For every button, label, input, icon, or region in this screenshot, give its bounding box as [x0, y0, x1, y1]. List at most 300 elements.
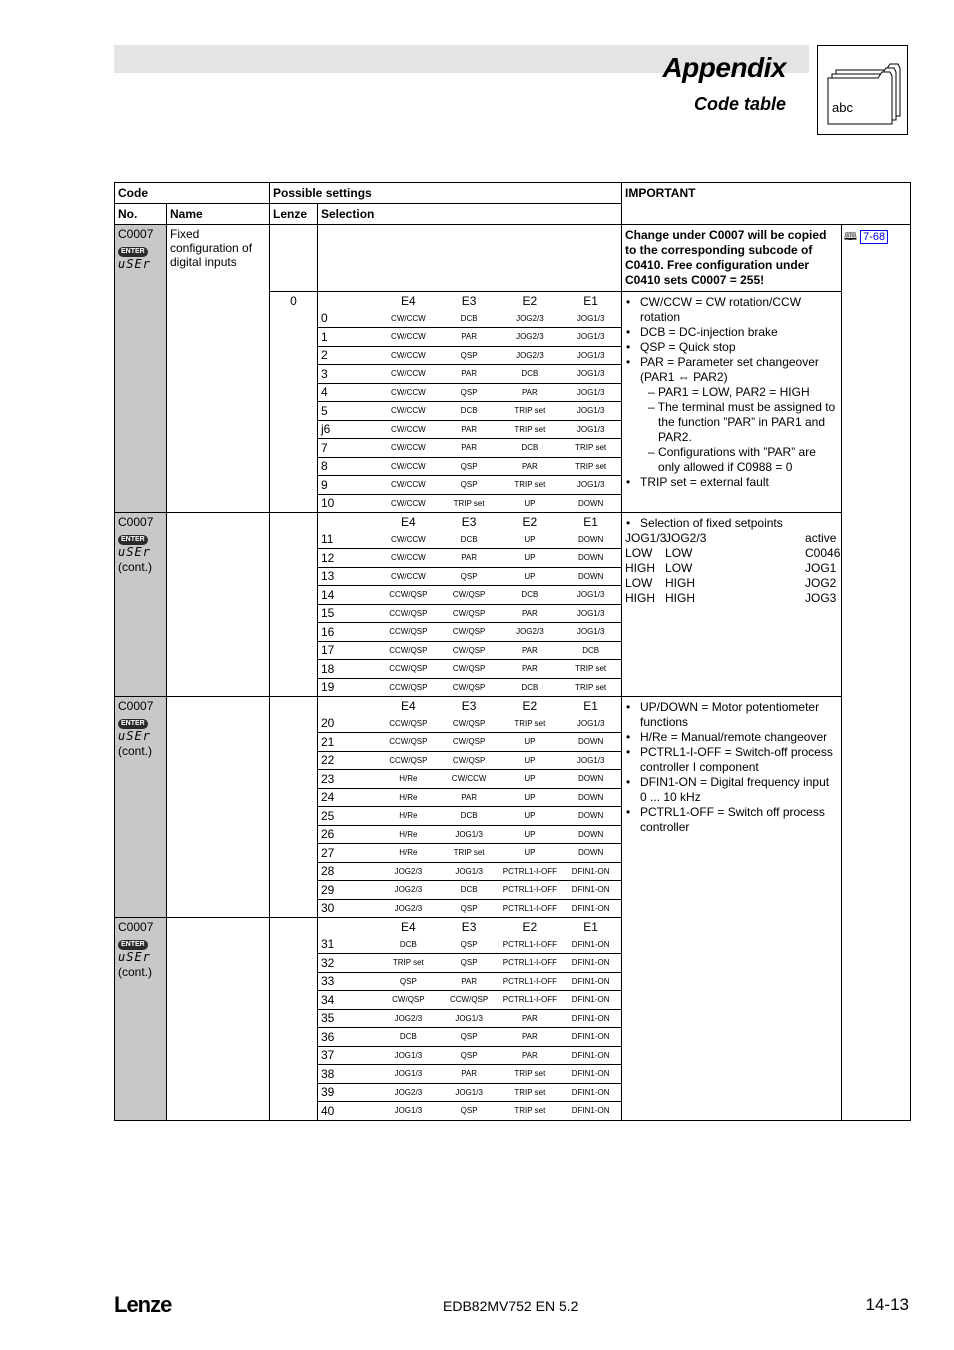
- terminal-function: JOG1/3: [439, 825, 500, 844]
- terminal-function: UP: [524, 498, 536, 508]
- terminal-function: DCB: [500, 439, 561, 458]
- terminal-function: PCTRL1-I-OFF: [502, 903, 557, 913]
- selection-row: [318, 751, 621, 770]
- note-item: • PCTRL1-OFF = Switch off process controller: [640, 805, 838, 835]
- terminal-function: QSP: [378, 972, 439, 991]
- selection-row: [318, 1083, 621, 1102]
- terminal-function: JOG1/3: [560, 310, 621, 328]
- terminal-function: JOG2/3: [394, 903, 423, 913]
- header-lenze: Lenze: [270, 204, 318, 225]
- terminal-function: CCW/QSP: [378, 733, 439, 752]
- col-e2: E2: [522, 698, 538, 713]
- terminal-function: JOG1/3: [560, 623, 621, 642]
- terminal-function: DFIN1-ON: [560, 1046, 621, 1065]
- terminal-function: DCB: [439, 881, 500, 900]
- terminal-function: H/Re: [378, 844, 439, 863]
- name-empty: [167, 697, 270, 918]
- reference-cell: [842, 225, 911, 1121]
- selection-row: [318, 1102, 621, 1120]
- terminal-function: PCTRL1-I-OFF: [500, 862, 561, 881]
- terminal-function: UP: [500, 770, 561, 789]
- note-item: • PCTRL1-I-OFF = Switch-off process controller I component: [640, 745, 838, 775]
- selection-table: [318, 918, 621, 1120]
- selection-row: [318, 991, 621, 1010]
- selection-row: [318, 346, 621, 365]
- page-number: 14-13: [865, 1295, 909, 1314]
- header-code: Code: [115, 183, 270, 204]
- user-menu-icon: uSEr: [118, 729, 151, 743]
- selection-number: 0: [318, 310, 378, 328]
- terminal-function: CW/QSP: [439, 715, 500, 733]
- terminal-function: CCW/QSP: [378, 641, 439, 660]
- selection-cell: [318, 697, 622, 918]
- folder-icon: [818, 46, 907, 134]
- terminal-function: CW/CCW: [378, 531, 439, 549]
- selection-number: 40: [321, 1103, 335, 1118]
- terminal-function: JOG1/3: [439, 1009, 500, 1028]
- selection-number: 33: [318, 972, 378, 991]
- terminal-function: JOG2/3: [378, 881, 439, 900]
- terminal-function: CW/CCW: [378, 476, 439, 495]
- terminal-function: DCB: [439, 807, 500, 826]
- terminal-function: DOWN: [560, 733, 621, 752]
- selection-number: 23: [318, 770, 378, 789]
- terminal-function: JOG2/3: [378, 862, 439, 881]
- setpoint-cell: JOG2: [805, 576, 837, 590]
- selection-row: [318, 420, 621, 439]
- selection-number: 29: [318, 881, 378, 900]
- terminal-function: TRIP set: [500, 420, 561, 439]
- selection-number: 17: [318, 641, 378, 660]
- terminal-function: PAR: [500, 641, 561, 660]
- terminal-function: CW/CCW: [378, 439, 439, 458]
- terminal-function: CCW/QSP: [389, 682, 428, 692]
- selection-table: [318, 292, 621, 512]
- terminal-function: DCB: [500, 586, 561, 605]
- terminal-function: DOWN: [560, 549, 621, 568]
- selection-row: [318, 881, 621, 900]
- selection-cell: [318, 513, 622, 697]
- terminal-function: UP: [500, 807, 561, 826]
- lenze-logo: Lenze: [114, 1292, 172, 1317]
- terminal-function: DFIN1-ON: [560, 954, 621, 973]
- selection-row: [318, 623, 621, 642]
- lenze-empty: [270, 225, 318, 292]
- col-e2: E2: [522, 514, 538, 529]
- terminal-function: JOG2/3: [500, 623, 561, 642]
- terminal-function: JOG1/3: [560, 402, 621, 421]
- selection-row: [318, 660, 621, 679]
- col-e3: E3: [461, 698, 477, 713]
- terminal-function: CW/CCW: [378, 346, 439, 365]
- code-number: C0007: [118, 920, 154, 934]
- name-empty: [167, 513, 270, 697]
- terminal-function: JOG1/3: [560, 346, 621, 365]
- important-note: Change under C0007 will be copied to the corresponding subcode of C0410. Free configuration under C0410 sets C0007 = 255!: [622, 225, 842, 292]
- setpoint-cell: [713, 531, 805, 546]
- terminal-function: CW/QSP: [439, 604, 500, 623]
- header-name: Name: [167, 204, 270, 225]
- terminal-function: TRIP set: [439, 844, 500, 863]
- notes-block-2: [622, 513, 842, 697]
- enter-key-icon: ENTER: [118, 247, 148, 257]
- selection-number: 36: [318, 1028, 378, 1047]
- note-subitem: – The terminal must be assigned to the function ”PAR” in PAR1 and PAR2.: [648, 400, 836, 444]
- selection-row: [318, 567, 621, 586]
- col-e1: E1: [583, 919, 598, 934]
- terminal-function: QSP: [439, 1046, 500, 1065]
- terminal-function: H/Re: [378, 825, 439, 844]
- selection-number: 28: [318, 862, 378, 881]
- terminal-function: JOG1/3: [439, 862, 500, 881]
- terminal-function: QSP: [439, 1028, 500, 1047]
- terminal-function: TRIP set: [560, 439, 621, 458]
- terminal-function: JOG1/3: [560, 420, 621, 439]
- terminal-function: DFIN1-ON: [560, 862, 621, 881]
- terminal-function: DFIN1-ON: [560, 881, 621, 900]
- selection-row: [318, 604, 621, 623]
- selection-number: 2: [318, 346, 378, 365]
- terminal-function: PAR: [500, 660, 561, 679]
- terminal-function: DCB: [378, 936, 439, 954]
- terminal-function: DOWN: [560, 825, 621, 844]
- terminal-function: PAR: [439, 788, 500, 807]
- code-table: [114, 182, 911, 1121]
- terminal-function: PAR: [500, 1028, 561, 1047]
- terminal-function: DFIN1-ON: [560, 1028, 621, 1047]
- terminal-function: DOWN: [560, 531, 621, 549]
- terminal-function: DFIN1-ON: [560, 1083, 621, 1102]
- terminal-function: TRIP set: [500, 402, 561, 421]
- selection-row: [318, 1046, 621, 1065]
- note-item: • TRIP set = external fault: [640, 475, 838, 490]
- terminal-function: CW/CCW: [378, 420, 439, 439]
- selection-number: 9: [318, 476, 378, 495]
- selection-number: j6: [318, 420, 378, 439]
- terminal-function: CW/CCW: [391, 498, 426, 508]
- terminal-function: H/Re: [378, 788, 439, 807]
- terminal-function: UP: [500, 567, 561, 586]
- setpoint-cell: HIGH: [665, 576, 696, 590]
- header-important: IMPORTANT: [622, 183, 911, 225]
- header-selection: Selection: [318, 204, 622, 225]
- selection-row: [318, 1028, 621, 1047]
- terminal-function: JOG1/3: [378, 1065, 439, 1084]
- terminal-function: DFIN1-ON: [560, 1009, 621, 1028]
- terminal-function: DOWN: [560, 844, 621, 863]
- terminal-function: UP: [500, 844, 561, 863]
- terminal-function: QSP: [439, 457, 500, 476]
- terminal-function: QSP: [460, 1106, 478, 1116]
- col-e3: E3: [461, 919, 477, 934]
- selection-number: 26: [318, 825, 378, 844]
- terminal-function: JOG1/3: [560, 328, 621, 347]
- setpoint-cell: [713, 591, 805, 606]
- terminal-function: PAR: [500, 1009, 561, 1028]
- terminal-function: QSP: [439, 567, 500, 586]
- terminal-function: PCTRL1-I-OFF: [500, 972, 561, 991]
- col-e2: E2: [522, 919, 538, 934]
- notes-block-3: [622, 697, 842, 1121]
- terminal-function: CW/QSP: [439, 641, 500, 660]
- selection-row: [318, 457, 621, 476]
- terminal-function: CW/CCW: [378, 383, 439, 402]
- terminal-function: PAR: [439, 549, 500, 568]
- selection-row: [318, 972, 621, 991]
- terminal-function: TRIP set: [378, 954, 439, 973]
- terminal-function: JOG1/3: [560, 586, 621, 605]
- selection-number: 22: [318, 751, 378, 770]
- terminal-function: JOG1/3: [560, 383, 621, 402]
- terminal-function: H/Re: [378, 770, 439, 789]
- selection-number: 3: [318, 365, 378, 384]
- note-item: • Selection of fixed setpoints: [640, 516, 838, 531]
- terminal-function: PCTRL1-I-OFF: [500, 936, 561, 954]
- terminal-function: DCB: [560, 641, 621, 660]
- terminal-function: DCB: [439, 310, 500, 328]
- selection-row: [318, 641, 621, 660]
- terminal-function: JOG1/3: [560, 751, 621, 770]
- setpoint-cell: active: [805, 531, 837, 545]
- terminal-function: CCW/QSP: [439, 991, 500, 1010]
- terminal-function: TRIP set: [560, 457, 621, 476]
- note-subitem: – PAR1 = LOW, PAR2 = HIGH: [648, 385, 810, 399]
- setpoint-cell: JOG3: [805, 591, 837, 605]
- selection-number: 34: [318, 991, 378, 1010]
- code-number: C0007: [118, 515, 154, 529]
- terminal-function: JOG1/3: [439, 1083, 500, 1102]
- selection-number: 20: [318, 715, 378, 733]
- terminal-function: QSP: [439, 476, 500, 495]
- terminal-function: JOG1/3: [560, 476, 621, 495]
- terminal-function: PAR: [439, 420, 500, 439]
- selection-number: 11: [318, 531, 378, 549]
- lenze-default: 0: [270, 292, 318, 513]
- terminal-function: JOG1/3: [560, 715, 621, 733]
- terminal-function: PCTRL1-I-OFF: [500, 991, 561, 1010]
- col-e2: E2: [522, 293, 538, 308]
- terminal-function: PAR: [439, 365, 500, 384]
- selection-row: [318, 770, 621, 789]
- terminal-function: JOG2/3: [378, 1009, 439, 1028]
- terminal-function: CW/CCW: [378, 310, 439, 328]
- user-menu-icon: uSEr: [118, 545, 151, 559]
- setpoint-cell: C0046: [805, 546, 841, 560]
- terminal-function: DFIN1-ON: [560, 972, 621, 991]
- terminal-function: DCB: [439, 402, 500, 421]
- terminal-function: DFIN1-ON: [571, 903, 610, 913]
- lenze-empty: [270, 697, 318, 918]
- terminal-function: CW/CCW: [439, 770, 500, 789]
- note-item: • UP/DOWN = Motor potentiometer functions: [640, 700, 838, 730]
- terminal-function: CCW/QSP: [378, 660, 439, 679]
- lenze-empty: [270, 918, 318, 1121]
- terminal-function: PAR: [500, 383, 561, 402]
- selection-row: [318, 383, 621, 402]
- selection-row: [318, 825, 621, 844]
- selection-number: 12: [318, 549, 378, 568]
- terminal-function: CW/CCW: [378, 328, 439, 347]
- enter-key-icon: ENTER: [118, 940, 148, 950]
- selection-number: 15: [318, 604, 378, 623]
- terminal-function: DOWN: [560, 788, 621, 807]
- terminal-function: DOWN: [560, 567, 621, 586]
- terminal-function: CW/QSP: [452, 682, 486, 692]
- selection-number: 8: [318, 457, 378, 476]
- terminal-function: PAR: [500, 457, 561, 476]
- selection-row: [318, 715, 621, 733]
- terminal-function: UP: [500, 733, 561, 752]
- selection-number: 13: [318, 567, 378, 586]
- cont-label: (cont.): [118, 744, 153, 758]
- terminal-function: DOWN: [577, 498, 604, 508]
- selection-row: [318, 733, 621, 752]
- setpoint-cell: JOG1/3: [625, 531, 667, 545]
- setpoint-cell: LOW: [625, 576, 653, 590]
- terminal-function: TRIP set: [500, 1083, 561, 1102]
- col-e1: E1: [583, 698, 598, 713]
- terminal-function: QSP: [439, 954, 500, 973]
- code-name: Fixed configuration of digital inputs: [167, 225, 270, 513]
- selection-row: [318, 899, 621, 917]
- terminal-function: QSP: [439, 346, 500, 365]
- terminal-function: QSP: [460, 903, 478, 913]
- selection-head-row: [318, 918, 621, 936]
- selection-head-row: [318, 697, 621, 715]
- setpoint-cell: [713, 561, 805, 576]
- terminal-function: DOWN: [560, 807, 621, 826]
- selection-row: [318, 788, 621, 807]
- terminal-function: CCW/QSP: [378, 623, 439, 642]
- terminal-function: UP: [500, 751, 561, 770]
- terminal-function: CW/CCW: [378, 457, 439, 476]
- chapter-tab-label: abc: [832, 100, 853, 115]
- col-e4: E4: [401, 514, 416, 529]
- document-id: EDB82MV752 EN 5.2: [443, 1298, 579, 1314]
- terminal-function: DCB: [439, 531, 500, 549]
- terminal-function: UP: [500, 531, 561, 549]
- setpoint-cell: HIGH: [665, 591, 696, 605]
- terminal-function: DCB: [378, 1028, 439, 1047]
- setpoint-cell: JOG2/3: [665, 531, 707, 545]
- terminal-function: QSP: [439, 383, 500, 402]
- code-cell: [115, 513, 167, 697]
- col-e4: E4: [401, 919, 416, 934]
- col-e3: E3: [461, 293, 477, 308]
- terminal-function: TRIP set: [514, 1106, 546, 1116]
- col-e1: E1: [583, 514, 598, 529]
- setpoint-cell: HIGH: [625, 591, 656, 605]
- terminal-function: TRIP set: [575, 682, 607, 692]
- terminal-function: CCW/QSP: [378, 586, 439, 605]
- note-item: • DFIN1-ON = Digital frequency input 0 ... 10 kHz: [640, 775, 838, 805]
- selection-row: [318, 678, 621, 696]
- terminal-function: UP: [500, 788, 561, 807]
- terminal-function: CW/QSP: [439, 660, 500, 679]
- page-reference-link[interactable]: 7-68: [860, 230, 888, 244]
- user-menu-icon: uSEr: [118, 257, 151, 271]
- note-item: • H/Re = Manual/remote changeover: [640, 730, 838, 745]
- selection-row: [318, 1065, 621, 1084]
- enter-key-icon: ENTER: [118, 719, 148, 729]
- terminal-function: PAR: [439, 1065, 500, 1084]
- setpoint-cell: LOW: [665, 561, 693, 575]
- setpoint-cell: [713, 546, 805, 561]
- terminal-function: CW/CCW: [378, 567, 439, 586]
- selection-empty: [318, 225, 622, 292]
- section-subtitle: Code table: [693, 94, 786, 114]
- terminal-function: DFIN1-ON: [560, 936, 621, 954]
- note-subitem: – Configurations with ”PAR” are only allowed if C0988 = 0: [648, 445, 816, 474]
- terminal-function: JOG1/3: [560, 365, 621, 384]
- selection-row: [318, 439, 621, 458]
- selection-number: 18: [318, 660, 378, 679]
- selection-row: [318, 586, 621, 605]
- terminal-function: TRIP set: [500, 1065, 561, 1084]
- terminal-function: CW/CCW: [378, 402, 439, 421]
- terminal-function: DFIN1-ON: [560, 1065, 621, 1084]
- selection-number: 30: [321, 901, 335, 916]
- code-number: C0007: [118, 227, 154, 241]
- chapter-tab: [817, 45, 908, 135]
- terminal-function: TRIP set: [500, 715, 561, 733]
- terminal-function: UP: [500, 825, 561, 844]
- col-e4: E4: [401, 293, 416, 308]
- setpoint-cell: [713, 576, 805, 591]
- enter-key-icon: ENTER: [118, 535, 148, 545]
- selection-row: [318, 549, 621, 568]
- terminal-function: JOG2/3: [500, 346, 561, 365]
- terminal-function: JOG1/3: [560, 604, 621, 623]
- note-item: • QSP = Quick stop: [640, 340, 838, 355]
- header-no: No.: [115, 204, 167, 225]
- terminal-function: PAR: [500, 1046, 561, 1065]
- selection-row: [318, 936, 621, 954]
- selection-number: 19: [321, 680, 335, 695]
- selection-row: [318, 328, 621, 347]
- terminal-function: H/Re: [378, 807, 439, 826]
- terminal-function: PAR: [500, 604, 561, 623]
- selection-table: [318, 513, 621, 696]
- selection-row: [318, 844, 621, 863]
- terminal-function: PCTRL1-I-OFF: [500, 881, 561, 900]
- selection-number: 32: [318, 954, 378, 973]
- selection-cell: [318, 292, 622, 513]
- terminal-function: UP: [500, 549, 561, 568]
- book-icon: 🕮: [844, 231, 857, 243]
- selection-number: 1: [318, 328, 378, 347]
- terminal-function: QSP: [439, 936, 500, 954]
- terminal-function: CW/CCW: [378, 549, 439, 568]
- terminal-function: CW/QSP: [439, 733, 500, 752]
- terminal-function: PCTRL1-I-OFF: [500, 954, 561, 973]
- selection-table: [318, 697, 621, 917]
- code-cell: [115, 697, 167, 918]
- setpoint-cell: HIGH: [625, 561, 656, 575]
- terminal-function: CCW/QSP: [378, 715, 439, 733]
- code-number: C0007: [118, 699, 154, 713]
- code-cell: [115, 225, 167, 513]
- selection-number: 39: [318, 1083, 378, 1102]
- header-possible-settings: Possible settings: [270, 183, 622, 204]
- selection-number: 16: [318, 623, 378, 642]
- section-title: Appendix: [662, 52, 786, 83]
- setpoint-cell: JOG1: [805, 561, 837, 575]
- selection-row: [318, 954, 621, 973]
- terminal-function: DCB: [500, 365, 561, 384]
- note-item: • DCB = DC-injection brake: [640, 325, 838, 340]
- selection-row: [318, 402, 621, 421]
